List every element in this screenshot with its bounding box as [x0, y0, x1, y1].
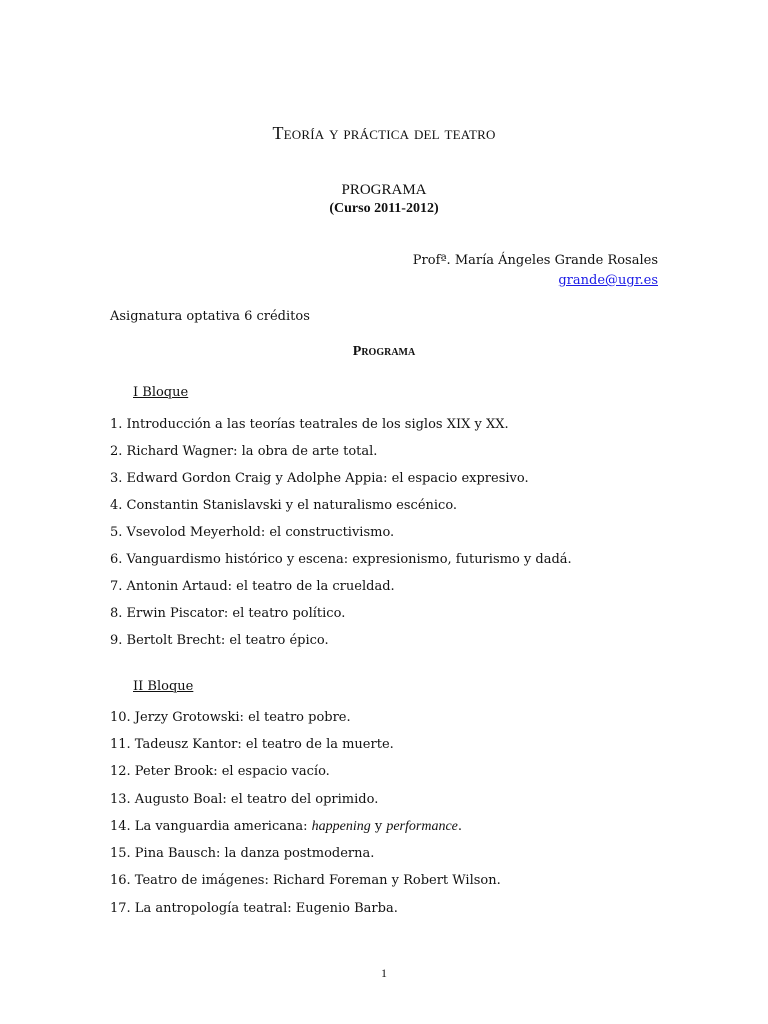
list-item [110, 819, 462, 835]
list-item: 12. Peter Brook: el espacio vacío. [110, 764, 330, 779]
course-year: (Curso 2011-2012) [329, 201, 439, 216]
list-item: 10. Jerzy Grotowski: el teatro pobre. [110, 710, 351, 725]
section-title: Programa [352, 344, 416, 359]
list-item: 8. Erwin Piscator: el teatro político. [110, 606, 346, 621]
document-title: Teoría y práctica del teatro [272, 123, 496, 143]
list-item: 6. Vanguardismo histórico y escena: expresionismo, futurismo y dadá. [110, 552, 572, 567]
page-number: 1 [381, 966, 387, 980]
italic-term: happening [311, 819, 371, 834]
item-text: y [370, 819, 387, 834]
item-text: . [457, 819, 463, 834]
list-item: 9. Bertolt Brecht: el teatro épico. [110, 633, 329, 648]
list-item: 2. Richard Wagner: la obra de arte total. [110, 444, 378, 459]
list-item: 13. Augusto Boal: el teatro del oprimido. [110, 792, 379, 807]
list-item: 1. Introducción a las teorías teatrales de los siglos XIX y XX. [110, 417, 509, 432]
list-item: 17. La antropología teatral: Eugenio Barba. [110, 901, 398, 916]
block-2-heading: II Bloque [133, 679, 194, 694]
list-item: 4. Constantin Stanislavski y el naturalismo escénico. [110, 498, 458, 513]
professor-email-link[interactable]: grande@ugr.es [558, 273, 658, 288]
subject-info: Asignatura optativa 6 créditos [110, 309, 310, 324]
list-item: 7. Antonin Artaud: el teatro de la crueldad. [110, 579, 395, 594]
italic-term: performance [386, 819, 458, 834]
professor-name: Profª. María Ángeles Grande Rosales [412, 253, 658, 268]
list-item: 11. Tadeusz Kantor: el teatro de la muerte. [110, 737, 394, 752]
block-1-heading: I Bloque [133, 385, 189, 400]
item-text: 14. La vanguardia americana: [110, 819, 312, 834]
list-item: 16. Teatro de imágenes: Richard Foreman y Robert Wilson. [110, 873, 501, 888]
list-item: 5. Vsevolod Meyerhold: el constructivismo. [110, 525, 395, 540]
list-item: 3. Edward Gordon Craig y Adolphe Appia: el espacio expresivo. [110, 471, 529, 486]
programa-heading: PROGRAMA [341, 182, 427, 198]
list-item: 15. Pina Bausch: la danza postmoderna. [110, 846, 375, 861]
